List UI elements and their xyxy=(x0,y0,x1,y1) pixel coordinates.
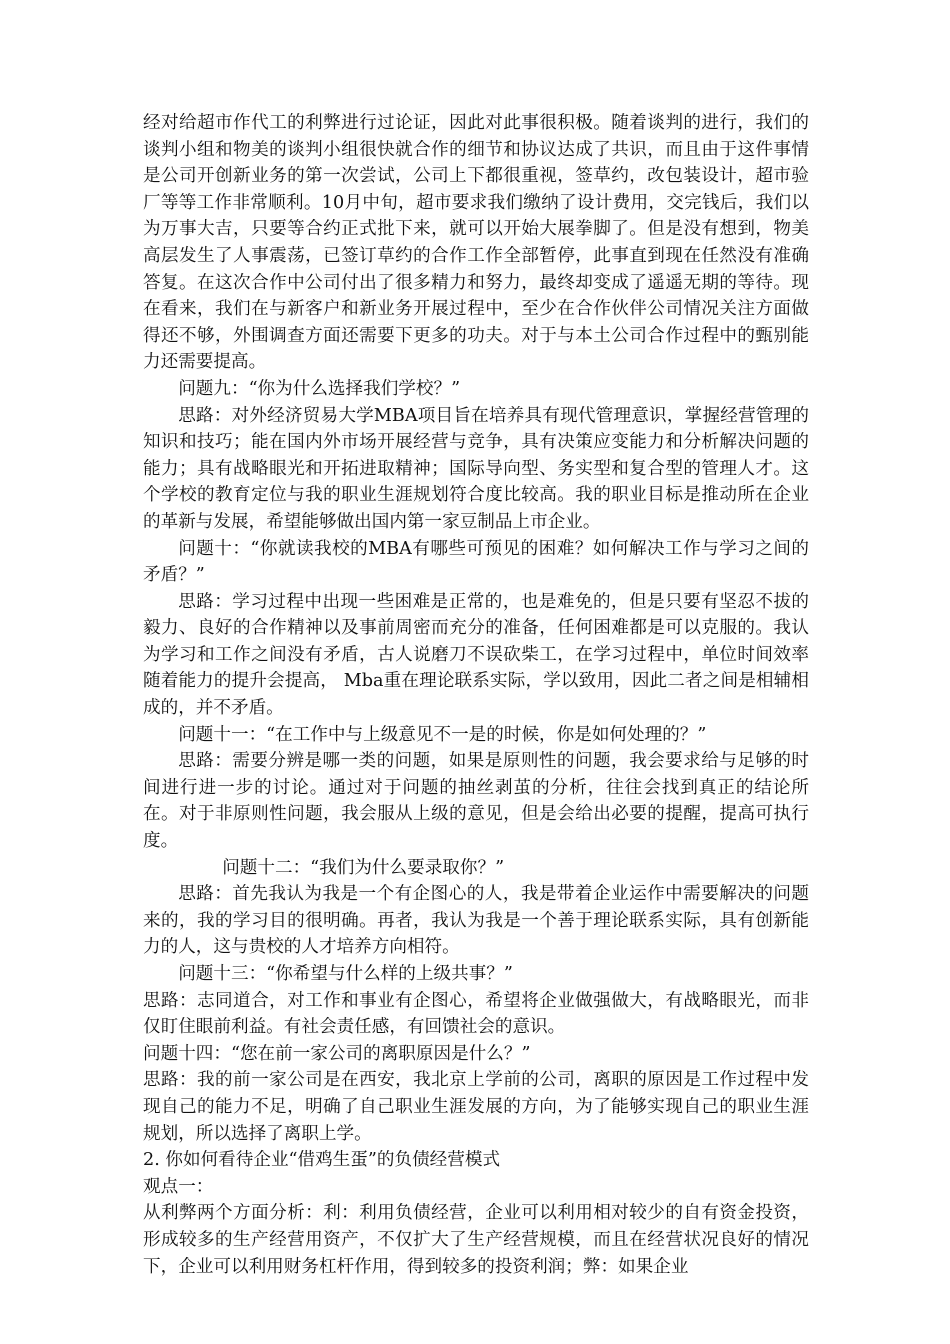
question-9-answer: 思路：对外经济贸易大学MBA项目旨在培养具有现代管理意识，掌握经营管理的知识和技巧；能在国内外市场开展经营与竞争，具有决策应变能力和分析解决问题的能力；具有战略眼光和开拓进取精神；国际导向型、务实型和复合型的管理人才。这个学校的教育定位与我的职业生涯规划符合度比较高。我的职业目标是推动所在企业的革新与发展，希望能够做出国内第一家豆制品上市企业。 xyxy=(143,405,809,532)
viewpoint-1-text: 从利弊两个方面分析：利：利用负债经营，企业可以利用相对较少的自有资金投资，形成较多的生产经营用资产，不仅扩大了生产经营规模，而且在经营状况良好的情况下，企业可以利用财务杠杆作用，得到较多的投资利润；弊：如果企业 xyxy=(143,1203,809,1277)
section-2-heading: 2. 你如何看待企业“借鸡生蛋”的负债经营模式 xyxy=(143,1150,501,1171)
question-12-heading: 问题十二：“我们为什么要录取你？” xyxy=(222,857,505,878)
question-14-heading: 问题十四：“您在前一家公司的离职原因是什么？” xyxy=(143,1043,531,1064)
question-11-heading: 问题十一：“在工作中与上级意见不一是的时候，你是如何处理的？” xyxy=(178,724,707,745)
question-13-heading: 问题十三：“你希望与什么样的上级共事？” xyxy=(178,964,513,984)
question-14-answer: 思路：我的前一家公司是在西安，我北京上学前的公司，离职的原因是工作过程中发现自己的能力不足，明确了自己职业生涯发展的方向，为了能够实现自己的职业生涯规划，所以选择了离职上学。 xyxy=(143,1070,809,1144)
question-11-answer: 思路：需要分辨是哪一类的问题，如果是原则性的问题，我会要求给与足够的时间进行进一步的讨论。通过对于问题的抽丝剥茧的分析，往往会找到真正的结论所在。对于非原则性问题，我会服从上级的意见，但是会给出必要的提醒，提高可执行度。 xyxy=(143,751,809,852)
document-page xyxy=(143,110,809,1280)
question-10-answer: 思路：学习过程中出现一些困难是正常的，也是难免的，但是只要有坚忍不拔的毅力、良好的合作精神以及事前周密而充分的准备，任何困难都是可以克服的。我认为学习和工作之间没有矛盾，古人说磨刀不误砍柴工，在学习过程中，单位时间效率随着能力的提升会提高， Mba重在理论联系实际，学以致用，因此二者之间是相辅相成的，并不矛盾。 xyxy=(143,591,809,719)
paragraph-1: 经对给超市作代工的利弊进行过论证，因此对此事很积极。随着谈判的进行，我们的谈判小组和物美的谈判小组很快就合作的细节和协议达成了共识，而且由于这件事情是公司开创新业务的第一次尝试，公司上下都很重视，签草约，改包装设计，超市验厂等等工作非常顺利。10月中旬，超市要求我们缴纳了设计费用，交完钱后，我们以为万事大吉，只要等合约正式批下来，就可以开始大展拳脚了。但是没有想到，物美高层发生了人事震荡，已签订草约的合作工作全部暂停，此事直到现在任然没有准确答复。在这次合作中公司付出了很多精力和努力，最终却变成了遥遥无期的等待。现在看来，我们在与新客户和新业务开展过程中，至少在合作伙伴公司情况关注方面做得还不够，外围调查方面还需要下更多的功夫。对于与本土公司合作过程中的甄别能力还需要提高。 xyxy=(143,113,809,373)
question-9-heading: 问题九：“你为什么选择我们学校？” xyxy=(178,378,461,399)
viewpoint-1-label: 观点一： xyxy=(143,1176,214,1197)
question-13-answer: 思路：志同道合，对工作和事业有企图心，希望将企业做强做大，有战略眼光，而非仅盯住眼前利益。有社会责任感，有回馈社会的意识。 xyxy=(143,990,809,1038)
question-12-answer: 思路：首先我认为我是一个有企图心的人，我是带着企业运作中需要解决的问题来的，我的学习目的很明确。再者，我认为我是一个善于理论联系实际，具有创新能力的人，这与贵校的人才培养方向相符。 xyxy=(143,884,809,958)
question-10-heading: 问题十：“你就读我校的MBA有哪些可预见的困难？如何解决工作与学习之间的矛盾？” xyxy=(143,538,809,586)
